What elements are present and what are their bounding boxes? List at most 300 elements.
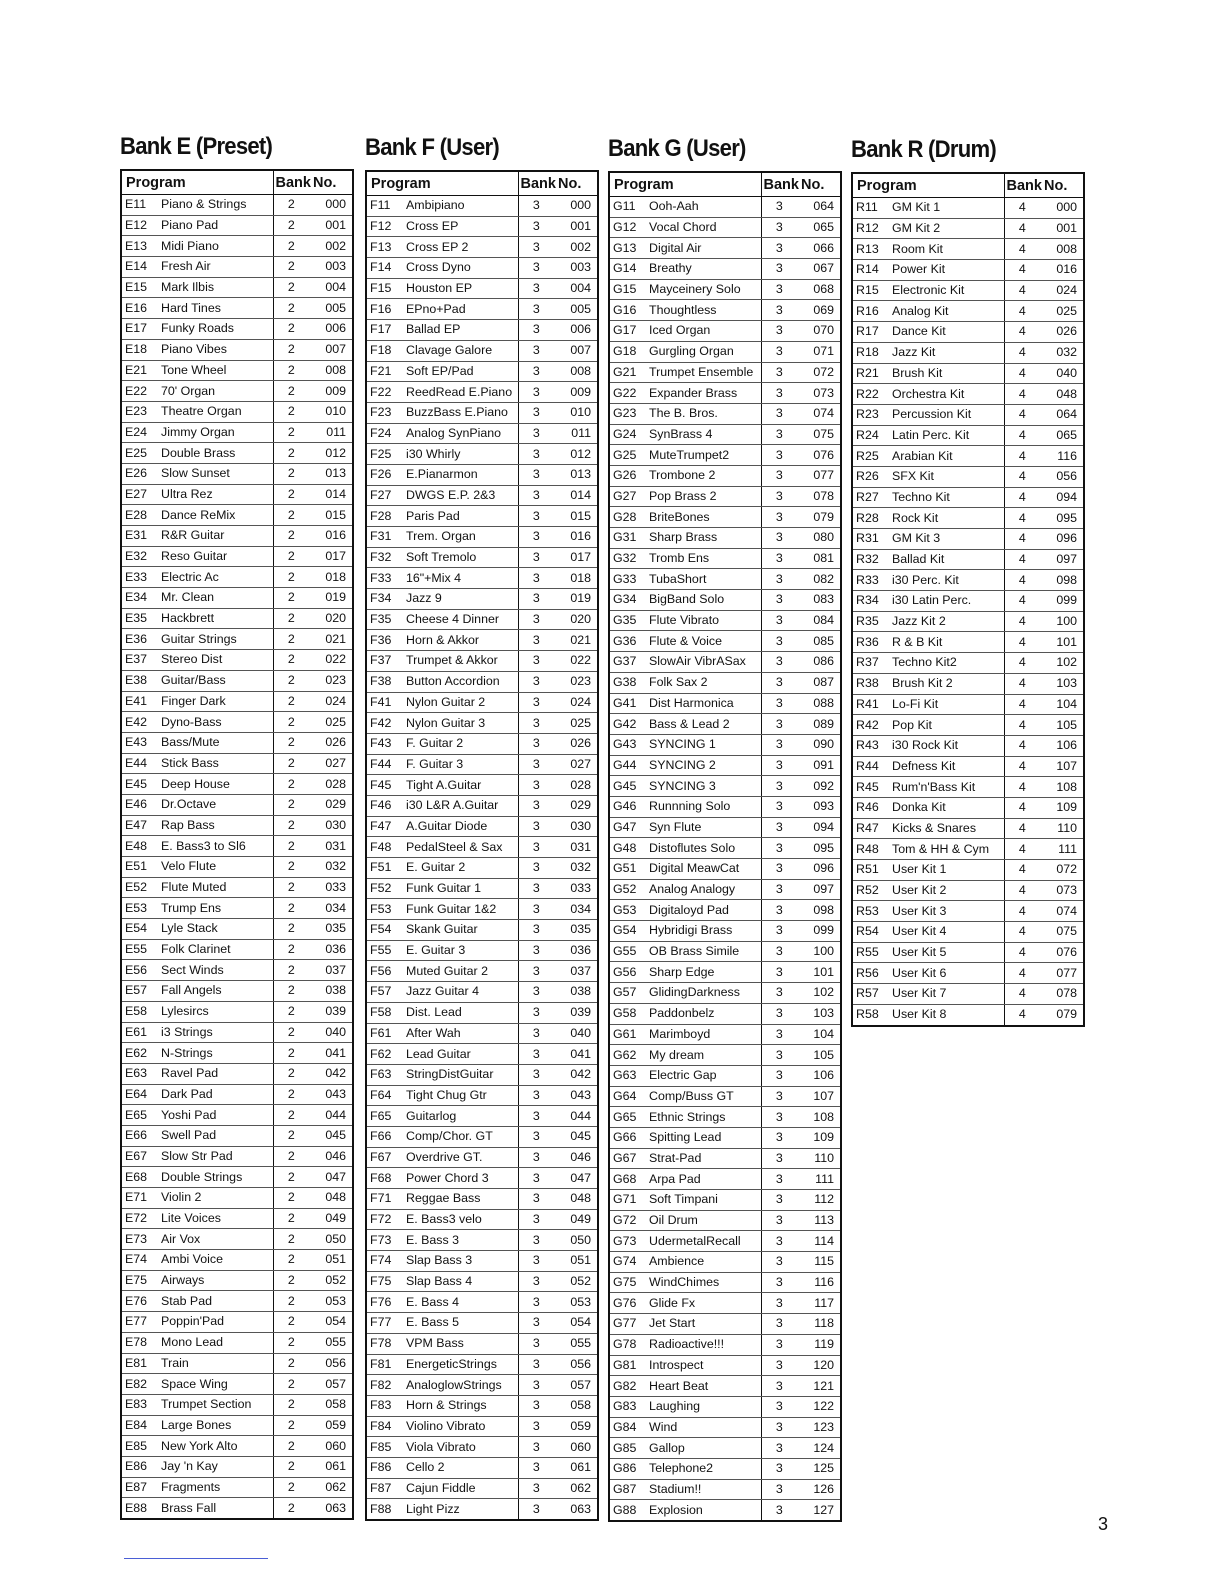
- program-id: G21: [609, 362, 646, 383]
- program-name: Syn Flute: [646, 817, 761, 838]
- program-name: Jazz Guitar 4: [403, 982, 518, 1003]
- program-id: R37: [852, 653, 889, 674]
- program-name: Slap Bass 3: [403, 1251, 518, 1272]
- program-name: Ballad Kit: [889, 549, 1004, 570]
- program-name: Oil Drum: [646, 1210, 761, 1231]
- program-id: G56: [609, 962, 646, 983]
- program-id: R57: [852, 984, 889, 1005]
- program-id: F77: [366, 1313, 403, 1334]
- bank-number: 2: [273, 1332, 309, 1353]
- bank-number: 2: [273, 588, 309, 609]
- bank-number: 2: [273, 195, 309, 216]
- program-number: 117: [797, 1293, 841, 1314]
- program-id: E15: [121, 277, 158, 298]
- table-row: [366, 837, 598, 858]
- program-number: 052: [309, 1270, 353, 1291]
- program-id: F66: [366, 1126, 403, 1147]
- bank-number: 3: [761, 776, 797, 797]
- program-number: 085: [797, 631, 841, 652]
- table-row: [609, 362, 841, 383]
- bank-number: 3: [761, 962, 797, 983]
- program-name: i30 L&R A.Guitar: [403, 795, 518, 816]
- table-row: [609, 1314, 841, 1335]
- program-number: 017: [554, 547, 598, 568]
- program-name: Swell Pad: [158, 1125, 273, 1146]
- table-row: [366, 589, 598, 610]
- program-id: E48: [121, 836, 158, 857]
- program-id: G55: [609, 941, 646, 962]
- program-name: After Wah: [403, 1023, 518, 1044]
- bank-number: 3: [518, 1044, 554, 1065]
- table-row: [121, 257, 353, 278]
- program-id: R15: [852, 280, 889, 301]
- program-id: E72: [121, 1208, 158, 1229]
- bank-number: 2: [273, 1270, 309, 1291]
- table-row: [366, 1354, 598, 1375]
- table-row: [366, 258, 598, 279]
- program-name: Trumpet & Akkor: [403, 651, 518, 672]
- bank-number: 3: [518, 1023, 554, 1044]
- bank-number: 3: [761, 1003, 797, 1024]
- bank-number: 3: [518, 278, 554, 299]
- table-row: [609, 714, 841, 735]
- table-row: [852, 570, 1084, 591]
- program-name: Stick Bass: [158, 753, 273, 774]
- program-id: E65: [121, 1105, 158, 1126]
- table-row: [609, 341, 841, 362]
- bank-number: 2: [273, 257, 309, 278]
- program-id: F45: [366, 775, 403, 796]
- bank-number: 2: [273, 463, 309, 484]
- bank-number: 3: [518, 196, 554, 217]
- program-id: F17: [366, 320, 403, 341]
- program-id: E88: [121, 1498, 158, 1519]
- program-id: G23: [609, 403, 646, 424]
- bank-number: 3: [761, 879, 797, 900]
- table-row: [609, 1231, 841, 1252]
- program-id: R45: [852, 777, 889, 798]
- table-row: [852, 860, 1084, 881]
- program-name: Paris Pad: [403, 506, 518, 527]
- program-name: Power Kit: [889, 260, 1004, 281]
- program-name: User Kit 3: [889, 901, 1004, 922]
- program-number: 068: [797, 279, 841, 300]
- bank-number: 3: [518, 527, 554, 548]
- program-id: R54: [852, 922, 889, 943]
- program-number: 102: [797, 983, 841, 1004]
- program-id: E71: [121, 1188, 158, 1209]
- table-row: [366, 1168, 598, 1189]
- program-id: E63: [121, 1063, 158, 1084]
- program-number: 038: [554, 982, 598, 1003]
- bank-number: 2: [273, 1353, 309, 1374]
- program-number: 020: [309, 608, 353, 629]
- program-name: Cross EP: [403, 216, 518, 237]
- program-name: Kicks & Snares: [889, 818, 1004, 839]
- program-number: 062: [554, 1478, 598, 1499]
- program-id: G84: [609, 1417, 646, 1438]
- table-row: [609, 1190, 841, 1211]
- program-name: Tom & HH & Cym: [889, 839, 1004, 860]
- table-row: [121, 1001, 353, 1022]
- program-number: 011: [309, 422, 353, 443]
- bank-number: 2: [273, 1250, 309, 1271]
- program-number: 123: [797, 1417, 841, 1438]
- program-header: Program: [121, 170, 273, 195]
- bank-number: 3: [761, 921, 797, 942]
- program-id: F21: [366, 361, 403, 382]
- program-id: E43: [121, 732, 158, 753]
- program-number: 100: [1040, 611, 1084, 632]
- table-row: [121, 939, 353, 960]
- program-id: E17: [121, 319, 158, 340]
- bank-number: 4: [1004, 777, 1040, 798]
- bank-number: 3: [518, 1416, 554, 1437]
- program-name: Fall Angels: [158, 981, 273, 1002]
- bank-number: 4: [1004, 901, 1040, 922]
- program-name: Velo Flute: [158, 857, 273, 878]
- program-name: Tight Chug Gtr: [403, 1085, 518, 1106]
- program-name: Tight A.Guitar: [403, 775, 518, 796]
- program-number: 097: [797, 879, 841, 900]
- program-number: 062: [309, 1477, 353, 1498]
- program-name: Heart Beat: [646, 1376, 761, 1397]
- program-number: 101: [1040, 632, 1084, 653]
- table-row: [366, 692, 598, 713]
- program-number: 006: [554, 320, 598, 341]
- program-number: 044: [309, 1105, 353, 1126]
- program-name: SFX Kit: [889, 466, 1004, 487]
- program-name: Techno Kit2: [889, 653, 1004, 674]
- program-id: R55: [852, 942, 889, 963]
- bank-number: 2: [273, 898, 309, 919]
- table-row: [852, 922, 1084, 943]
- program-name: Train: [158, 1353, 273, 1374]
- program-name: New York Alto: [158, 1436, 273, 1457]
- program-number: 015: [309, 505, 353, 526]
- program-number: 045: [554, 1126, 598, 1147]
- program-name: UdermetalRecall: [646, 1231, 761, 1252]
- program-id: F34: [366, 589, 403, 610]
- program-number: 079: [797, 507, 841, 528]
- program-id: F88: [366, 1499, 403, 1520]
- program-number: 072: [1040, 860, 1084, 881]
- table-row: [609, 1479, 841, 1500]
- table-row: [366, 795, 598, 816]
- table-row: [121, 1477, 353, 1498]
- table-row: [121, 1063, 353, 1084]
- program-name: Iced Organ: [646, 321, 761, 342]
- table-row: [121, 1436, 353, 1457]
- program-name: Ambipiano: [403, 196, 518, 217]
- program-id: F52: [366, 878, 403, 899]
- bank-number: 3: [518, 733, 554, 754]
- program-number: 003: [309, 257, 353, 278]
- bank-number: 4: [1004, 549, 1040, 570]
- program-number: 012: [309, 443, 353, 464]
- program-number: 119: [797, 1334, 841, 1355]
- program-name: Pop Brass 2: [646, 486, 761, 507]
- program-id: G72: [609, 1210, 646, 1231]
- program-name: Light Pizz: [403, 1499, 518, 1520]
- program-number: 054: [309, 1312, 353, 1333]
- bank-number: 4: [1004, 715, 1040, 736]
- program-id: G25: [609, 445, 646, 466]
- program-number: 020: [554, 609, 598, 630]
- bank-number: 3: [761, 1127, 797, 1148]
- program-name: EPno+Pad: [403, 299, 518, 320]
- program-name: GM Kit 1: [889, 198, 1004, 219]
- program-id: F47: [366, 816, 403, 837]
- table-row: [852, 963, 1084, 984]
- bank-number: 3: [518, 1230, 554, 1251]
- program-id: E21: [121, 360, 158, 381]
- table-row: [609, 631, 841, 652]
- bank-number: 3: [518, 464, 554, 485]
- program-id: F57: [366, 982, 403, 1003]
- bank-number: 3: [761, 486, 797, 507]
- bank-number: 3: [518, 1457, 554, 1478]
- table-row: [121, 1332, 353, 1353]
- program-table: [120, 169, 354, 1520]
- program-id: F11: [366, 196, 403, 217]
- program-number: 074: [797, 403, 841, 424]
- program-name: Thoughtless: [646, 300, 761, 321]
- program-number: 100: [797, 941, 841, 962]
- program-number: 060: [309, 1436, 353, 1457]
- bank-number: 3: [761, 1272, 797, 1293]
- program-number: 009: [554, 382, 598, 403]
- bank-number: 2: [273, 1043, 309, 1064]
- table-row: [121, 753, 353, 774]
- program-number: 042: [554, 1064, 598, 1085]
- table-row: [366, 340, 598, 361]
- table-row: [609, 1272, 841, 1293]
- table-row: [121, 319, 353, 340]
- program-name: R & B Kit: [889, 632, 1004, 653]
- program-number: 007: [554, 340, 598, 361]
- program-number: 002: [554, 237, 598, 258]
- program-id: G41: [609, 693, 646, 714]
- program-id: G27: [609, 486, 646, 507]
- program-id: F53: [366, 899, 403, 920]
- program-number: 048: [1040, 384, 1084, 405]
- program-name: User Kit 8: [889, 1004, 1004, 1025]
- table-row: [609, 1086, 841, 1107]
- bank-number: 4: [1004, 342, 1040, 363]
- program-name: Trem. Organ: [403, 527, 518, 548]
- program-id: G81: [609, 1355, 646, 1376]
- table-row: [609, 383, 841, 404]
- program-number: 038: [309, 981, 353, 1002]
- table-row: [121, 298, 353, 319]
- bank-number: 2: [273, 526, 309, 547]
- table-row: [852, 797, 1084, 818]
- bank-number: 4: [1004, 694, 1040, 715]
- table-row: [852, 260, 1084, 281]
- program-number: 014: [554, 485, 598, 506]
- program-id: F81: [366, 1354, 403, 1375]
- program-name: Ballad EP: [403, 320, 518, 341]
- table-row: [366, 361, 598, 382]
- bank-number: 3: [518, 1147, 554, 1168]
- bank-number: 4: [1004, 591, 1040, 612]
- table-row: [121, 1084, 353, 1105]
- bank-number: 4: [1004, 1004, 1040, 1025]
- program-name: Strat-Pad: [646, 1148, 761, 1169]
- table-row: [609, 921, 841, 942]
- program-number: 006: [309, 319, 353, 340]
- table-row: [609, 1438, 841, 1459]
- table-row: [609, 941, 841, 962]
- bank-number: 4: [1004, 198, 1040, 219]
- table-row: [366, 1416, 598, 1437]
- table-row: [609, 321, 841, 342]
- program-name: i30 Perc. Kit: [889, 570, 1004, 591]
- program-number: 091: [797, 755, 841, 776]
- program-number: 055: [554, 1333, 598, 1354]
- table-header-row: [366, 171, 598, 196]
- bank-number: 4: [1004, 239, 1040, 260]
- program-name: Viola Vibrato: [403, 1437, 518, 1458]
- program-name: Radioactive!!!: [646, 1334, 761, 1355]
- table-row: [366, 940, 598, 961]
- program-id: E31: [121, 526, 158, 547]
- table-row: [121, 794, 353, 815]
- program-number: 058: [554, 1395, 598, 1416]
- bank-number: 2: [273, 546, 309, 567]
- program-number: 058: [309, 1394, 353, 1415]
- program-id: E35: [121, 608, 158, 629]
- program-name: Hackbrett: [158, 608, 273, 629]
- program-id: F38: [366, 671, 403, 692]
- bank-number: 2: [273, 1394, 309, 1415]
- program-name: Double Brass: [158, 443, 273, 464]
- program-number: 087: [797, 672, 841, 693]
- table-row: [121, 836, 353, 857]
- table-row: [366, 1106, 598, 1127]
- program-number: 049: [554, 1209, 598, 1230]
- program-id: F86: [366, 1457, 403, 1478]
- program-name: Ethnic Strings: [646, 1107, 761, 1128]
- program-number: 092: [797, 776, 841, 797]
- program-id: R23: [852, 404, 889, 425]
- program-name: Reggae Bass: [403, 1189, 518, 1210]
- program-id: E64: [121, 1084, 158, 1105]
- program-name: StringDistGuitar: [403, 1064, 518, 1085]
- program-number: 035: [554, 920, 598, 941]
- program-number: 043: [309, 1084, 353, 1105]
- bank-number: 3: [518, 320, 554, 341]
- program-id: G22: [609, 383, 646, 404]
- program-number: 093: [797, 796, 841, 817]
- program-number: 009: [309, 381, 353, 402]
- program-name: ReedRead E.Piano: [403, 382, 518, 403]
- program-number: 016: [554, 527, 598, 548]
- program-name: Telephone2: [646, 1458, 761, 1479]
- bank-number: 3: [761, 1376, 797, 1397]
- bank-number: 3: [761, 734, 797, 755]
- program-name: PedalSteel & Sax: [403, 837, 518, 858]
- program-name: E. Guitar 2: [403, 858, 518, 879]
- program-table: [608, 171, 842, 1522]
- table-row: [609, 1417, 841, 1438]
- program-id: R48: [852, 839, 889, 860]
- program-number: 053: [309, 1291, 353, 1312]
- program-number: 031: [554, 837, 598, 858]
- program-id: G77: [609, 1314, 646, 1335]
- program-number: 073: [1040, 880, 1084, 901]
- table-row: [121, 1415, 353, 1436]
- bank-number: 4: [1004, 570, 1040, 591]
- bank-number: 2: [273, 319, 309, 340]
- program-name: Finger Dark: [158, 691, 273, 712]
- program-name: Dist. Lead: [403, 1002, 518, 1023]
- program-name: Paddonbelz: [646, 1003, 761, 1024]
- table-row: [609, 445, 841, 466]
- table-row: [366, 1023, 598, 1044]
- table-row: [852, 508, 1084, 529]
- table-row: [852, 529, 1084, 550]
- program-id: G33: [609, 569, 646, 590]
- program-id: F67: [366, 1147, 403, 1168]
- program-number: 024: [554, 692, 598, 713]
- program-id: F25: [366, 444, 403, 465]
- table-row: [121, 195, 353, 216]
- bank-number: 2: [273, 815, 309, 836]
- program-number: 034: [554, 899, 598, 920]
- program-id: G15: [609, 279, 646, 300]
- program-number: 019: [554, 589, 598, 610]
- bank-number: 2: [273, 836, 309, 857]
- program-id: E42: [121, 712, 158, 733]
- program-id: E32: [121, 546, 158, 567]
- program-number: 001: [309, 215, 353, 236]
- program-id: E16: [121, 298, 158, 319]
- program-number: 082: [797, 569, 841, 590]
- bank-number: 4: [1004, 363, 1040, 384]
- program-name: Cheese 4 Dinner: [403, 609, 518, 630]
- program-name: Brush Kit: [889, 363, 1004, 384]
- program-number: 053: [554, 1292, 598, 1313]
- program-id: E62: [121, 1043, 158, 1064]
- program-id: R17: [852, 322, 889, 343]
- table-row: [121, 1312, 353, 1333]
- program-number: 037: [309, 960, 353, 981]
- table-row: [852, 466, 1084, 487]
- bank-number: 4: [1004, 984, 1040, 1005]
- bank-number: 3: [761, 1334, 797, 1355]
- table-row: [609, 817, 841, 838]
- program-number: 016: [309, 526, 353, 547]
- table-row: [121, 1125, 353, 1146]
- table-row: [609, 465, 841, 486]
- program-number: 108: [797, 1107, 841, 1128]
- program-name: Jazz Kit 2: [889, 611, 1004, 632]
- program-name: Lo-Fi Kit: [889, 694, 1004, 715]
- program-name: Cross Dyno: [403, 258, 518, 279]
- program-name: Violin 2: [158, 1188, 273, 1209]
- table-row: [609, 238, 841, 259]
- program-name: Rap Bass: [158, 815, 273, 836]
- program-id: R24: [852, 425, 889, 446]
- program-number: 125: [797, 1458, 841, 1479]
- table-row: [121, 526, 353, 547]
- program-id: E46: [121, 794, 158, 815]
- table-row: [121, 277, 353, 298]
- program-name: Hybridigi Brass: [646, 921, 761, 942]
- program-number: 059: [309, 1415, 353, 1436]
